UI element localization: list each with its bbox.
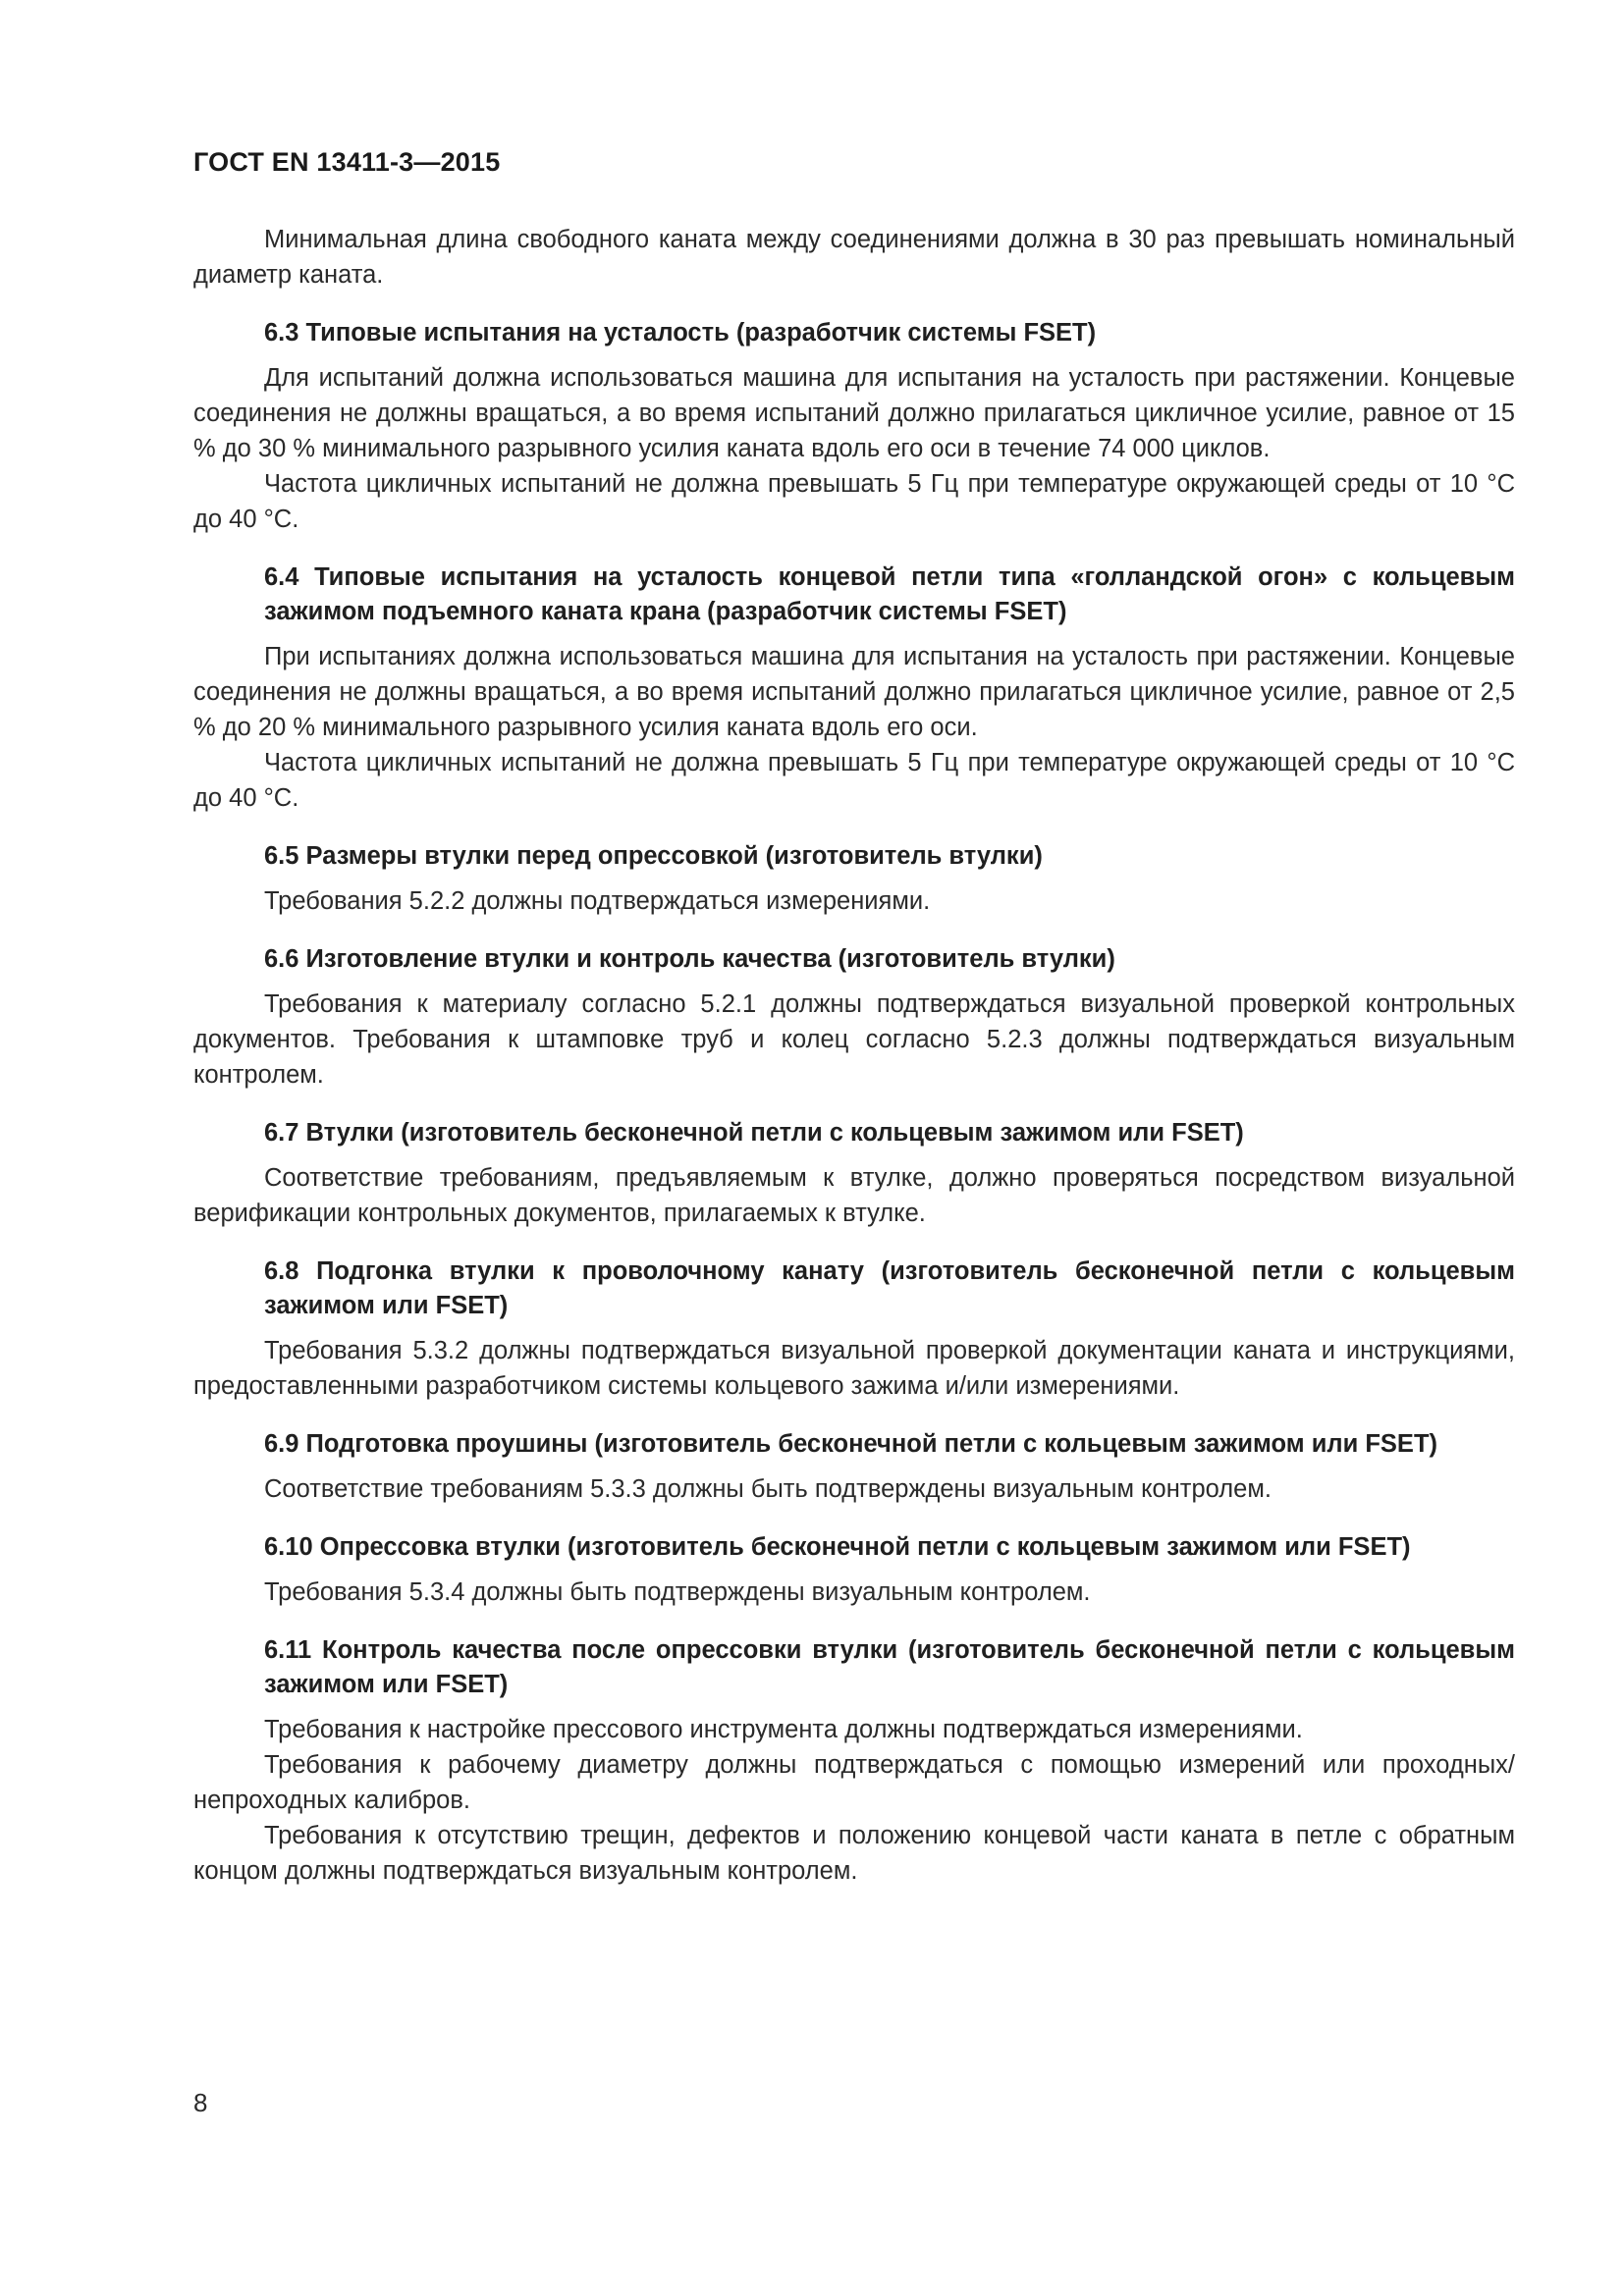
- paragraph: Требования 5.3.4 должны быть подтверждены визуальным контролем.: [264, 1578, 1091, 1606]
- paragraph: Требования к отсутствию трещин, дефектов и положению концевой части каната в петле с обратным концом должны подтверждаться визуальным контролем.: [193, 1822, 1515, 1885]
- section-title: 6.7 Втулки (изготовитель бесконечной петли с кольцевым зажимом или FSET): [264, 1119, 1244, 1147]
- section-title: 6.6 Изготовление втулки и контроль качества (изготовитель втулки): [264, 945, 1115, 973]
- paragraph: Требования к материалу согласно 5.2.1 должны подтверждаться визуальной проверкой контрольных документов. Требования к штамповке труб и колец согласно 5.2.3 должны подтверждаться визуальным контролем.: [193, 990, 1515, 1089]
- paragraph: Требования к настройке прессового инструмента должны подтверждаться измерениями.: [264, 1716, 1303, 1743]
- paragraph: Требования 5.2.2 должны подтверждаться измерениями.: [264, 887, 931, 915]
- section-title: 6.5 Размеры втулки перед опрессовкой (изготовитель втулки): [264, 842, 1043, 870]
- section-title: 6.3 Типовые испытания на усталость (разработчик системы FSET): [264, 319, 1097, 347]
- paragraph: Для испытаний должна использоваться машина для испытания на усталость при растяжении. Концевые соединения не должны вращаться, а во время испытаний должно прилагаться цикличное усилие, равное от 15 % до 30 % минимального разрывного усилия каната вдоль его оси в течение 74 000 циклов.: [193, 364, 1515, 462]
- section-6-6: [193, 942, 1515, 1093]
- paragraph: Частота цикличных испытаний не должна превышать 5 Гц при температуре окружающей среды от 10 °С до 40 °С.: [193, 470, 1515, 533]
- section-6-5: [193, 839, 1515, 919]
- paragraph: Частота цикличных испытаний не должна превышать 5 Гц при температуре окружающей среды от 10 °С до 40 °С.: [193, 749, 1515, 812]
- paragraph: Требования 5.3.2 должны подтверждаться визуальной проверкой документации каната и инструкциями, предоставленными разработчиком системы кольцевого зажима и/или измерениями.: [193, 1337, 1515, 1400]
- section-6-11: [193, 1633, 1515, 1889]
- page-number: 8: [193, 2088, 208, 2117]
- paragraph: Соответствие требованиям 5.3.3 должны быть подтверждены визуальным контролем.: [264, 1475, 1272, 1503]
- section-6-8: [193, 1255, 1515, 1404]
- section-6-7: [193, 1116, 1515, 1231]
- document-body: [193, 222, 1515, 1889]
- section-title: 6.9 Подготовка проушины (изготовитель бесконечной петли с кольцевым зажимом или FSET): [264, 1430, 1438, 1458]
- section-6-3: [193, 316, 1515, 537]
- section-6-10: [193, 1530, 1515, 1610]
- section-6-9: [193, 1427, 1515, 1507]
- intro-paragraph: Минимальная длина свободного каната между соединениями должна в 30 раз превышать номинальный диаметр каната.: [193, 226, 1515, 289]
- section-title: 6.10 Опрессовка втулки (изготовитель бесконечной петли с кольцевым зажимом или FSET): [264, 1533, 1411, 1561]
- paragraph: При испытаниях должна использоваться машина для испытания на усталость при растяжении. Концевые соединения не должны вращаться, а во время испытаний должно прилагаться цикличное усилие, равное от 2,5 % до 20 % минимального разрывного усилия каната вдоль его оси.: [193, 643, 1515, 741]
- paragraph: Требования к рабочему диаметру должны подтверждаться с помощью измерений или проходных/непроходных калибров.: [193, 1751, 1515, 1814]
- section-6-4: [193, 561, 1515, 816]
- document-header: ГОСТ EN 13411-3—2015: [193, 147, 501, 177]
- section-title: 6.4 Типовые испытания на усталость концевой петли типа «голландской огон» с кольцевым зажимом подъемного каната крана (разработчик системы FSET): [264, 563, 1515, 625]
- section-title: 6.8 Подгонка втулки к проволочному канату (изготовитель бесконечной петли с кольцевым зажимом или FSET): [264, 1257, 1515, 1319]
- section-title: 6.11 Контроль качества после опрессовки втулки (изготовитель бесконечной петли с кольцевым зажимом или FSET): [264, 1636, 1515, 1698]
- paragraph: Соответствие требованиям, предъявляемым к втулке, должно проверяться посредством визуальной верификации контрольных документов, прилагаемых к втулке.: [193, 1164, 1515, 1227]
